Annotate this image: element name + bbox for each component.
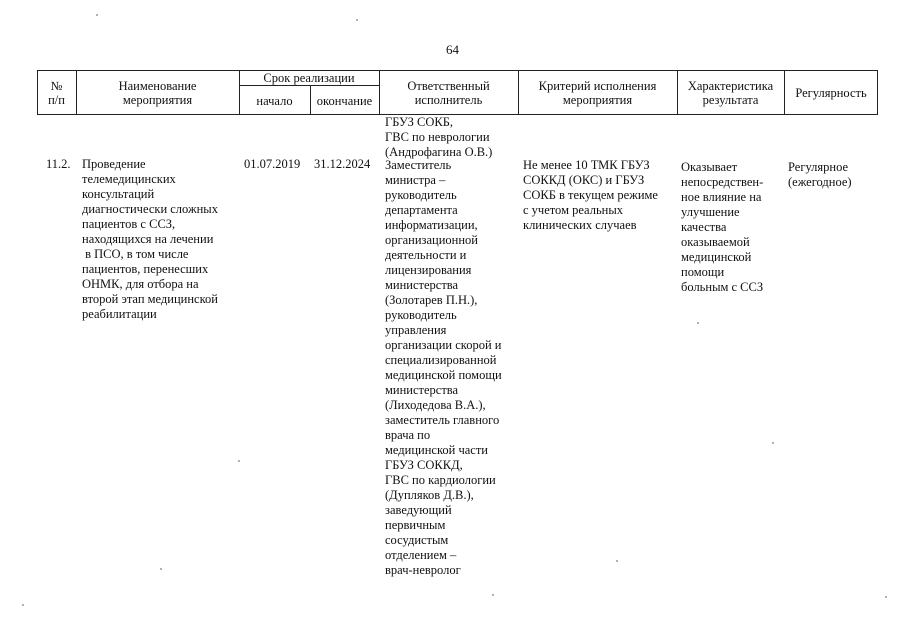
row-responsible-line: департамента [385, 203, 458, 217]
row-name-line: ОНМК, для отбора на [82, 277, 199, 291]
row-responsible-line: руководитель [385, 188, 457, 202]
row-name-line: второй этап медицинской [82, 292, 218, 306]
header-start: начало [256, 93, 293, 108]
row-number: 11.2. [46, 157, 71, 171]
header-result-line1: Характеристика [687, 78, 774, 93]
row-name-line: в ПСО, в том числе [82, 247, 189, 261]
row-responsible-line: ГБУЗ СОККД, [385, 458, 463, 472]
scan-speck [772, 442, 774, 444]
row-responsible-line: ГВС по кардиологии [385, 473, 496, 487]
header-responsible-line1: Ответственный [407, 78, 490, 93]
row-regularity-line: Регулярное [788, 160, 849, 174]
header-criterion-line2: мероприятия [562, 92, 633, 107]
row-responsible-line: министра – [385, 173, 446, 187]
row-name-line: консультаций [82, 187, 155, 201]
row-responsible-line: медицинской части [385, 443, 488, 457]
header-criterion [518, 70, 677, 115]
row-responsible [385, 158, 502, 578]
row-name-line: диагностически сложных [82, 202, 218, 216]
row-criterion-line: СОКБ в текущем режиме [523, 188, 658, 202]
header-term: Срок реализации [263, 70, 355, 85]
row-responsible-line: министерства [385, 383, 459, 397]
responsible-continued [385, 115, 492, 160]
row-result-line: непосредствен- [681, 175, 764, 189]
row-result-line: ное влияние на [681, 190, 762, 204]
row-result-line: больным с ССЗ [681, 280, 764, 294]
row-responsible-line: заведующий [385, 503, 452, 517]
row-result-line: медицинской [681, 250, 752, 264]
header-num [37, 70, 76, 115]
row-responsible-line: организации скорой и [385, 338, 502, 352]
row-result-line: оказываемой [681, 235, 750, 249]
row-responsible-line: (Золотарев П.Н.), [385, 293, 478, 307]
row-responsible-line: врача по [385, 428, 431, 442]
row-responsible-line: отделением – [385, 548, 457, 562]
header-result-line2: результата [702, 92, 759, 107]
row-criterion-line: клинических случаев [523, 218, 637, 232]
header-name-line2: мероприятия [122, 92, 193, 107]
scan-speck [22, 604, 24, 606]
row-responsible-line: информатизации, [385, 218, 478, 232]
header-name [76, 70, 239, 115]
row-name [82, 157, 218, 322]
responsible-continued-line: (Андрофагина О.В.) [385, 145, 493, 159]
row-criterion-line: с учетом реальных [523, 203, 623, 217]
scan-speck [356, 19, 358, 21]
header-end: окончание [316, 93, 373, 108]
row-responsible-line: врач-невролог [385, 563, 461, 577]
row-name-line: находящихся на лечении [82, 232, 214, 246]
header-regularity: Регулярность [795, 85, 867, 100]
scan-speck [697, 322, 699, 324]
row-responsible-line: специализированной [385, 353, 497, 367]
row-responsible-line: первичным [385, 518, 446, 532]
page-number: 64 [446, 42, 459, 57]
row-result-line: качества [681, 220, 727, 234]
row-regularity-line: (ежегодное) [788, 175, 852, 189]
row-responsible-line: заместитель главного [385, 413, 500, 427]
responsible-continued-line: ГВС по неврологии [385, 130, 490, 144]
row-responsible-line: организационной [385, 233, 478, 247]
row-result-line: Оказывает [681, 160, 738, 174]
scan-speck [160, 568, 162, 570]
row-criterion [523, 158, 658, 233]
row-result [681, 160, 763, 295]
row-responsible-line: (Дупляков Д.В.), [385, 488, 474, 502]
row-criterion-line: СОККД (ОКС) и ГБУЗ [523, 173, 645, 187]
scan-speck [492, 594, 494, 596]
header-num-line1: № [50, 78, 63, 93]
row-responsible-line: медицинской помощи [385, 368, 502, 382]
header-num-line2: п/п [48, 92, 65, 107]
responsible-continued-line: ГБУЗ СОКБ, [385, 115, 454, 129]
row-responsible-line: деятельности и [385, 248, 467, 262]
header-name-line1: Наименование [118, 78, 197, 93]
row-result-line: улучшение [681, 205, 740, 219]
row-responsible-line: Заместитель [385, 158, 452, 172]
row-name-line: пациентов, перенесших [82, 262, 209, 276]
header-responsible [379, 70, 518, 115]
row-result-line: помощи [681, 265, 725, 279]
row-responsible-line: руководитель [385, 308, 457, 322]
row-name-line: телемедицинских [82, 172, 176, 186]
header-responsible-line2: исполнитель [414, 92, 483, 107]
row-name-line: пациентов с ССЗ, [82, 217, 176, 231]
row-start-date: 01.07.2019 [244, 157, 301, 171]
row-regularity [788, 160, 852, 190]
header-result [677, 70, 784, 115]
row-name-line: реабилитации [82, 307, 157, 321]
scan-speck [616, 560, 618, 562]
row-name-line: Проведение [82, 157, 146, 171]
row-responsible-line: министерства [385, 278, 459, 292]
scan-speck [96, 14, 98, 16]
row-responsible-line: сосудистым [385, 533, 449, 547]
row-criterion-line: Не менее 10 ТМК ГБУЗ [523, 158, 650, 172]
scan-speck [238, 460, 240, 462]
row-end-date: 31.12.2024 [314, 157, 371, 171]
row-responsible-line: лицензирования [385, 263, 472, 277]
header-criterion-line1: Критерий исполнения [538, 78, 657, 93]
row-responsible-line: (Лиходедова В.А.), [385, 398, 486, 412]
row-responsible-line: управления [385, 323, 447, 337]
scan-speck [885, 596, 887, 598]
